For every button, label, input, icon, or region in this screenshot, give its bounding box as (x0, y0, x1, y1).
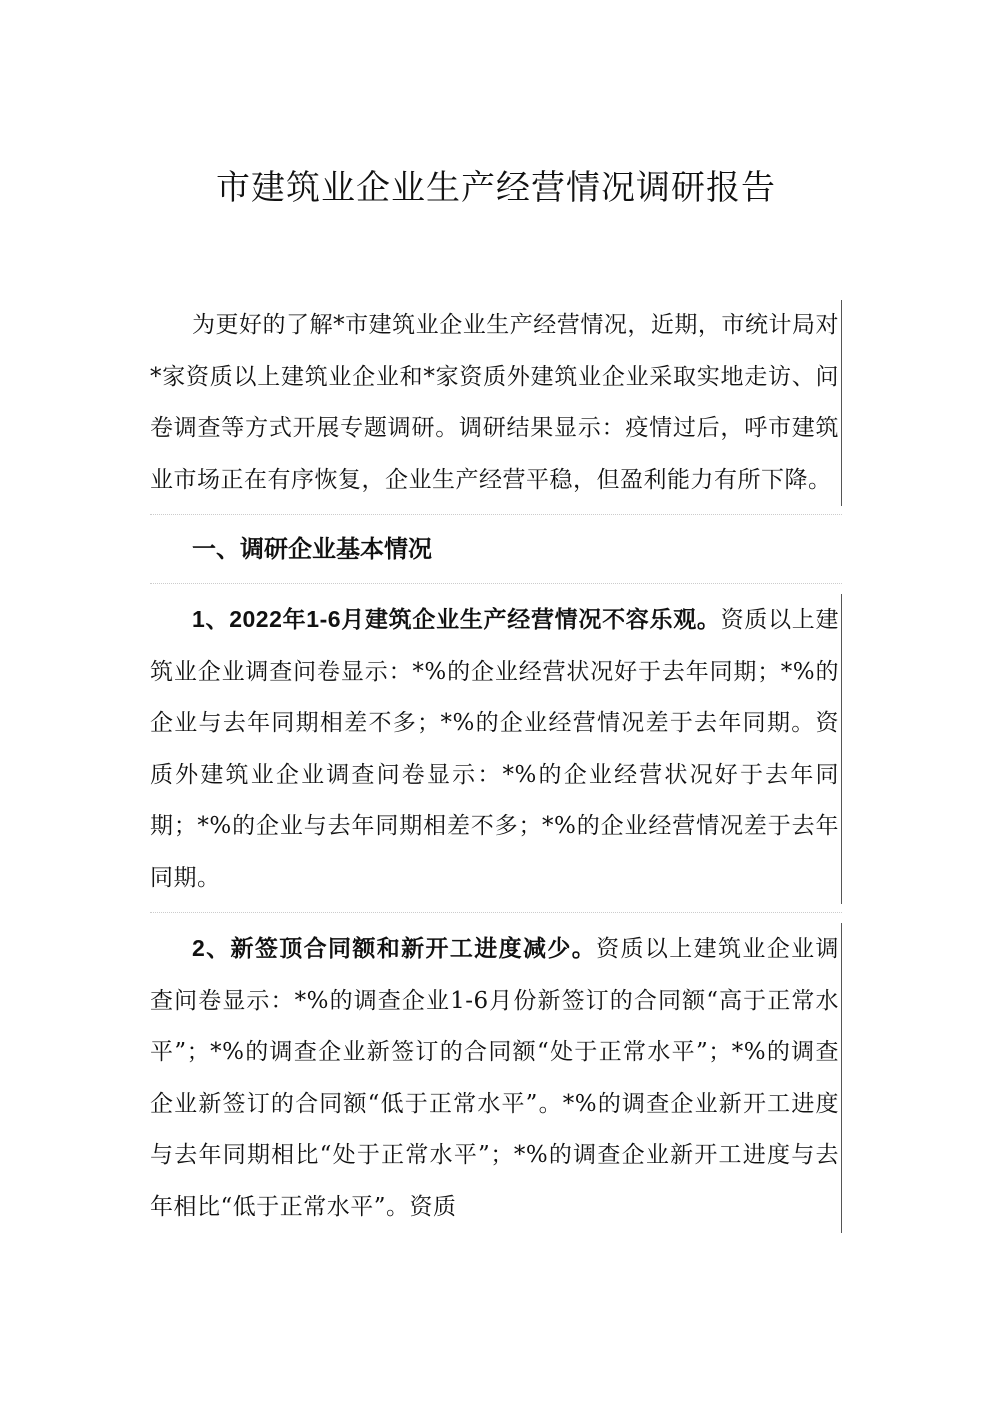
paragraph-divider (150, 514, 842, 515)
document-title: 市建筑业企业生产经营情况调研报告 (216, 168, 776, 208)
item-1-body: 资质以上建筑业企业调查问卷显示：*%的企业经营状况好于去年同期；*%的企业与去年同期相差不多；*%的企业经营情况差于去年同期。资质外建筑业企业调查问卷显示：*%的企业经营状况好于去年同期；*%的企业与去年同期相差不多；*%的企业经营情况差于去年同期。 (150, 607, 840, 891)
item-2-lead: 2、新签顶合同额和新开工进度减少。 (192, 935, 597, 961)
paragraph-divider (150, 583, 842, 584)
paragraph-divider (150, 912, 842, 913)
intro-paragraph: 为更好的了解*市建筑业企业生产经营情况，近期，市统计局对*家资质以上建筑业企业和*家资质外建筑业企业采取实地走访、问卷调查等方式开展专题调研。调研结果显示：疫情过后，呼市建筑业市场正在有序恢复，企业生产经营平稳，但盈利能力有所下降。 (150, 300, 842, 506)
item-2-paragraph (150, 923, 842, 1233)
document-body (150, 300, 842, 1233)
item-2-body: 资质以上建筑业企业调查问卷显示：*%的调查企业1-6月份新签订的合同额“高于正常水平”；*%的调查企业新签订的合同额“处于正常水平”；*%的调查企业新签订的合同额“低于正常水平”。*%的调查企业新开工进度与去年同期相比“处于正常水平”；*%的调查企业新开工进度与去年相比“低于正常水平”。资质 (150, 936, 839, 1220)
section-heading: 一、调研企业基本情况 (192, 536, 432, 563)
item-1-paragraph (150, 594, 842, 904)
item-1-lead: 1、2022年1-6月建筑企业生产经营情况不容乐观。 (192, 606, 721, 632)
